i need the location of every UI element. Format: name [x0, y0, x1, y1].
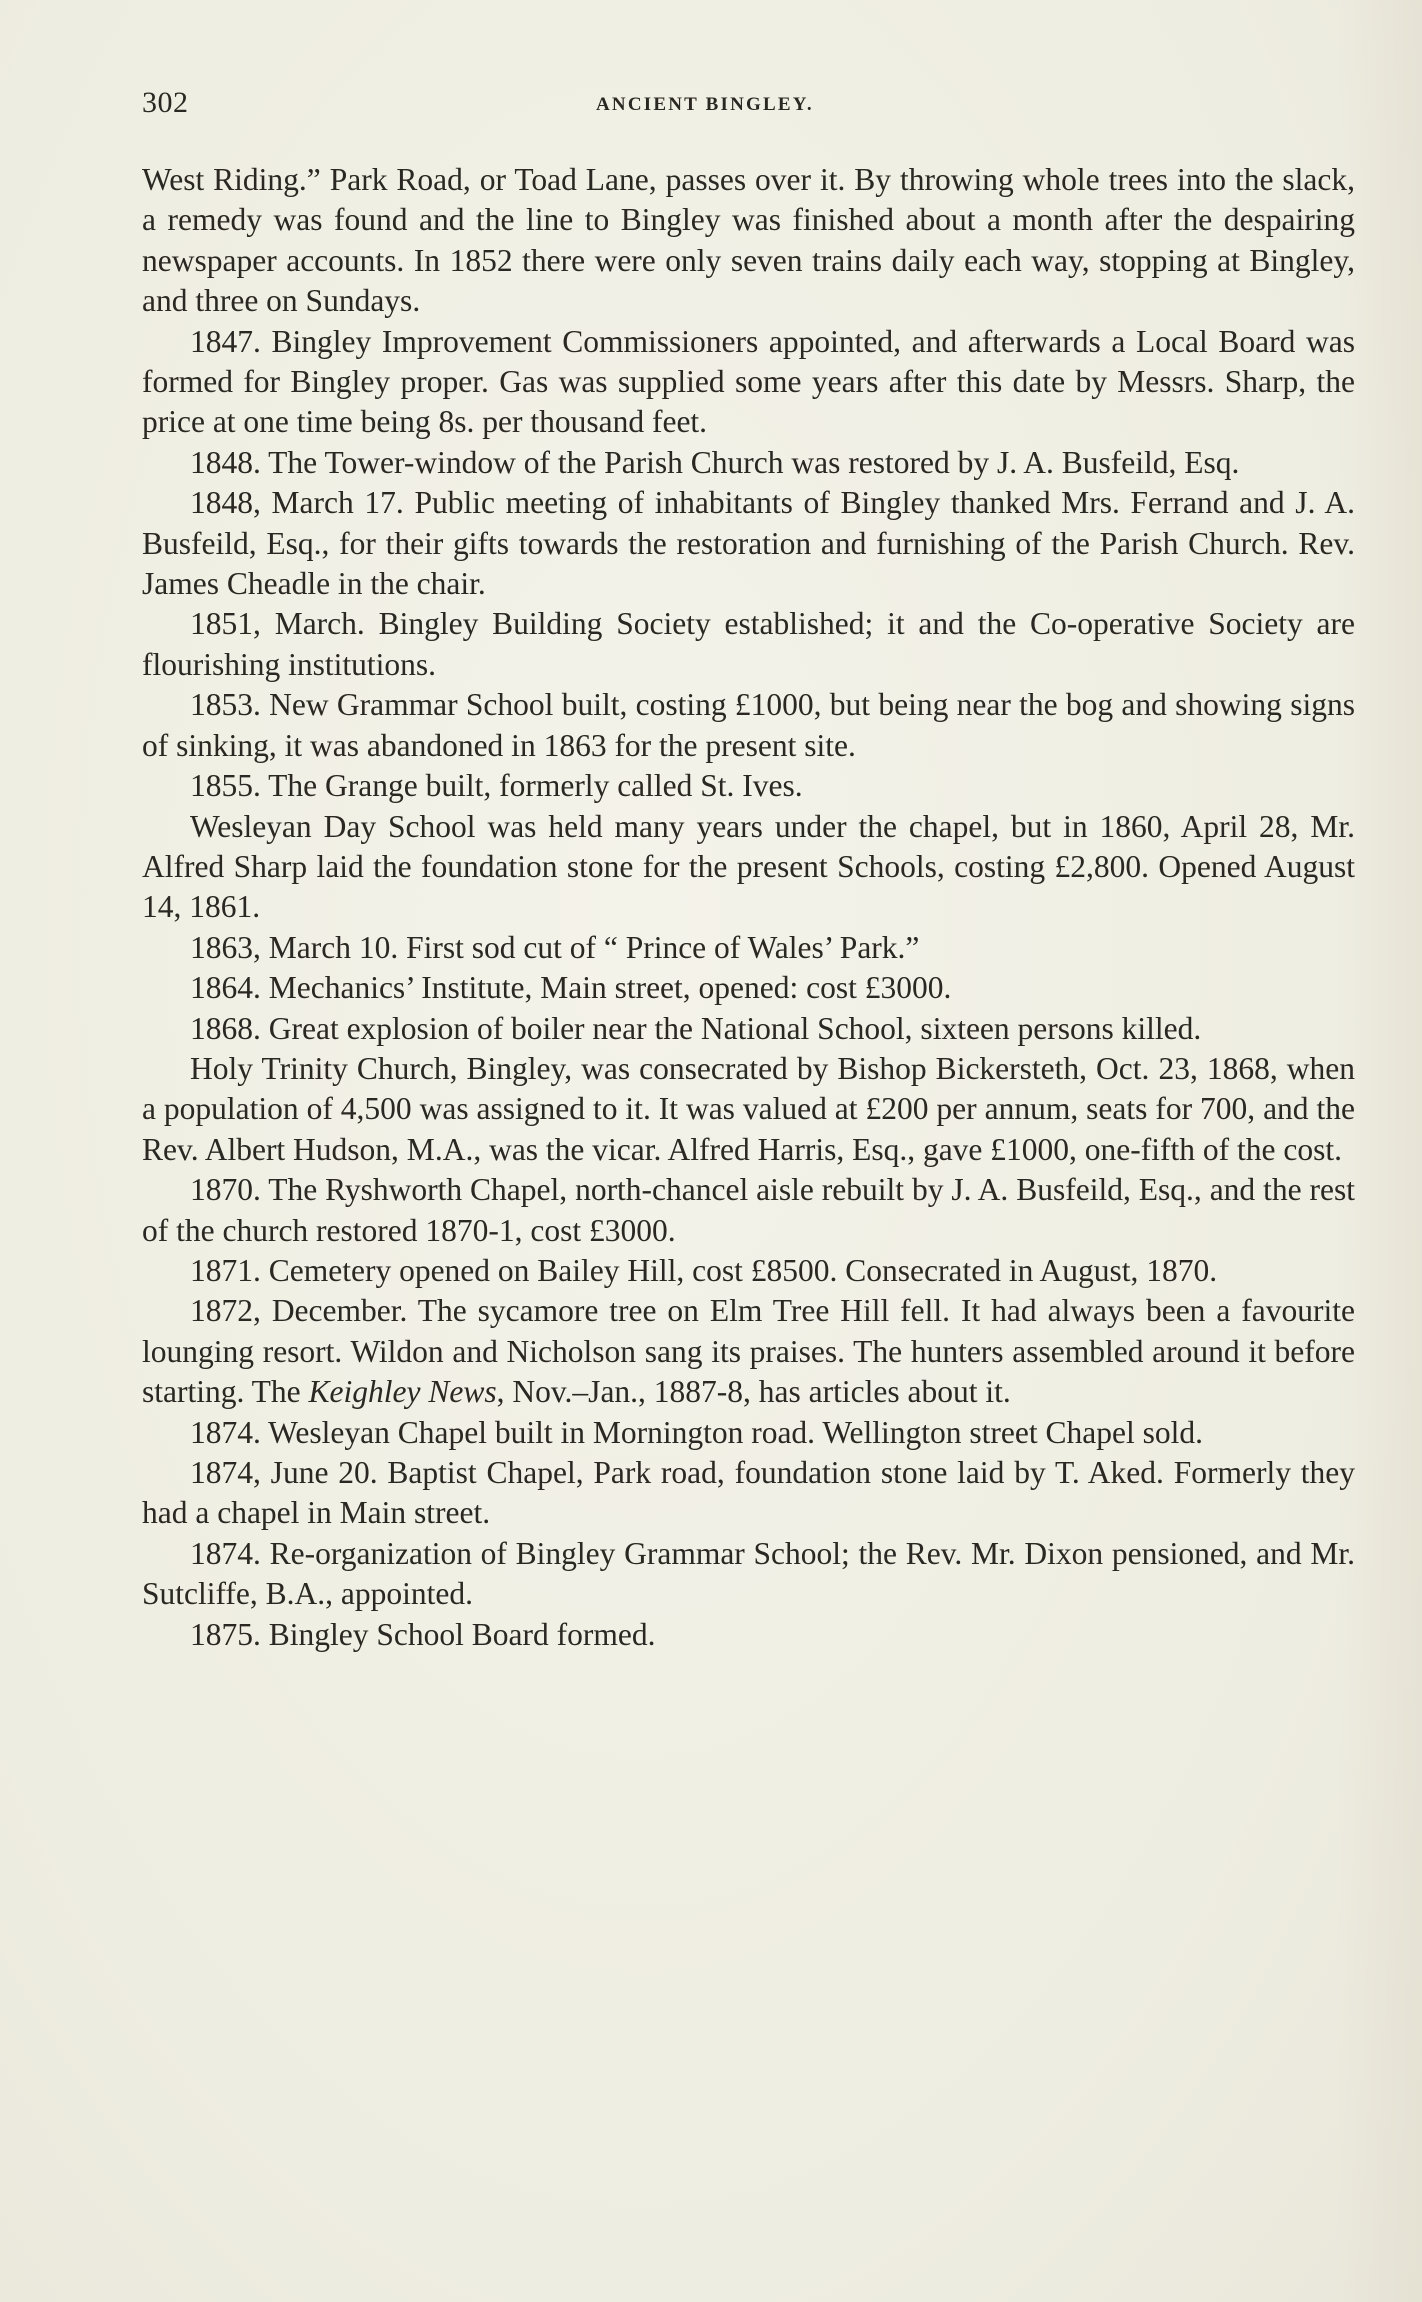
paragraph-1848-tower-window: 1848. The Tower-window of the Parish Church was restored by J. A. Busfeild, Esq. [190, 444, 1240, 480]
paragraph-1848-march: 1848, March 17. Public meeting of inhabitants of Bingley thanked Mrs. Ferrand and J. A. Busfeild, Esq., for their gifts towards the restoration and furnishing of the Parish Church. Rev. James Cheadle in the chair. [142, 485, 1355, 602]
paragraph-1874-baptist: 1874, June 20. Baptist Chapel, Park road, foundation stone laid by T. Aked. Formerly they had a chapel in Main street. [142, 1455, 1355, 1531]
paragraph-1874-wesleyan: 1874. Wesleyan Chapel built in Mornington road. Wellington street Chapel sold. [190, 1414, 1203, 1450]
paragraph-west-riding: West Riding.” Park Road, or Toad Lane, passes over it. By throwing whole trees into the slack, a remedy was found and the line to Bingley was finished about a month after the despairing newspaper accounts. In 1852 there were only seven trains daily each way, stopping at Bingley, and three on Sundays. [142, 162, 1355, 319]
paragraph-1872 [142, 1291, 1355, 1412]
paragraph-holy-trinity: Holy Trinity Church, Bingley, was consecrated by Bishop Bickersteth, Oct. 23, 1868, when a population of 4,500 was assigned to it. It was valued at £200 per annum, seats for 700, and the Rev. Albert Hudson, M.A., was the vicar. Alfred Harris, Esq., gave £1000, one-fifth of the cost. [142, 1050, 1355, 1167]
paragraph-1870: 1870. The Ryshworth Chapel, north-chancel aisle rebuilt by J. A. Busfeild, Esq., and the rest of the church restored 1870-1, cost £3000. [142, 1172, 1355, 1248]
paragraph-1864: 1864. Mechanics’ Institute, Main street, opened: cost £3000. [190, 970, 952, 1006]
paragraph-1855: 1855. The Grange built, formerly called St. Ives. [190, 768, 803, 804]
paragraph-1871: 1871. Cemetery opened on Bailey Hill, cost £8500. Consecrated in August, 1870. [190, 1252, 1218, 1288]
paragraph-1872-text-before: 1872, December. The sycamore tree on Elm Tree Hill fell. It had always been a favourite lounging resort. Wildon and Nicholson sang its praises. The hunters assembled around it before starting. The [142, 1293, 1355, 1410]
paragraph-1853: 1853. New Grammar School built, costing £1000, but being near the bog and showing signs of sinking, it was abandoned in 1863 for the present site. [142, 687, 1355, 763]
running-title: ANCIENT BINGLEY. [596, 94, 814, 115]
body-text [142, 160, 1355, 1655]
paragraph-wesleyan-school: Wesleyan Day School was held many years under the chapel, but in 1860, April 28, Mr. Alfred Sharp laid the foundation stone for the present Schools, costing £2,800. Opened August 14, 1861. [142, 808, 1355, 925]
paragraph-1875: 1875. Bingley School Board formed. [190, 1616, 656, 1652]
page-header [142, 86, 1358, 126]
paragraph-1872-newspaper-title: Keighley News [308, 1374, 497, 1410]
paragraph-1863: 1863, March 10. First sod cut of “ Prince of Wales’ Park.” [190, 929, 920, 965]
paragraph-1847: 1847. Bingley Improvement Commissioners appointed, and afterwards a Local Board was formed for Bingley proper. Gas was supplied some years after this date by Messrs. Sharp, the price at one time being 8s. per thousand feet. [142, 323, 1355, 440]
paragraph-1872-text-after: , Nov.–Jan., 1887-8, has articles about it. [496, 1374, 1011, 1410]
page-number: 302 [142, 86, 189, 119]
paragraph-1851: 1851, March. Bingley Building Society established; it and the Co-operative Society are flourishing institutions. [142, 606, 1355, 682]
paragraph-1868: 1868. Great explosion of boiler near the National School, sixteen persons killed. [190, 1010, 1202, 1046]
paragraph-1874-grammar-school: 1874. Re-organization of Bingley Grammar School; the Rev. Mr. Dixon pensioned, and Mr. Sutcliffe, B.A., appointed. [142, 1535, 1355, 1612]
